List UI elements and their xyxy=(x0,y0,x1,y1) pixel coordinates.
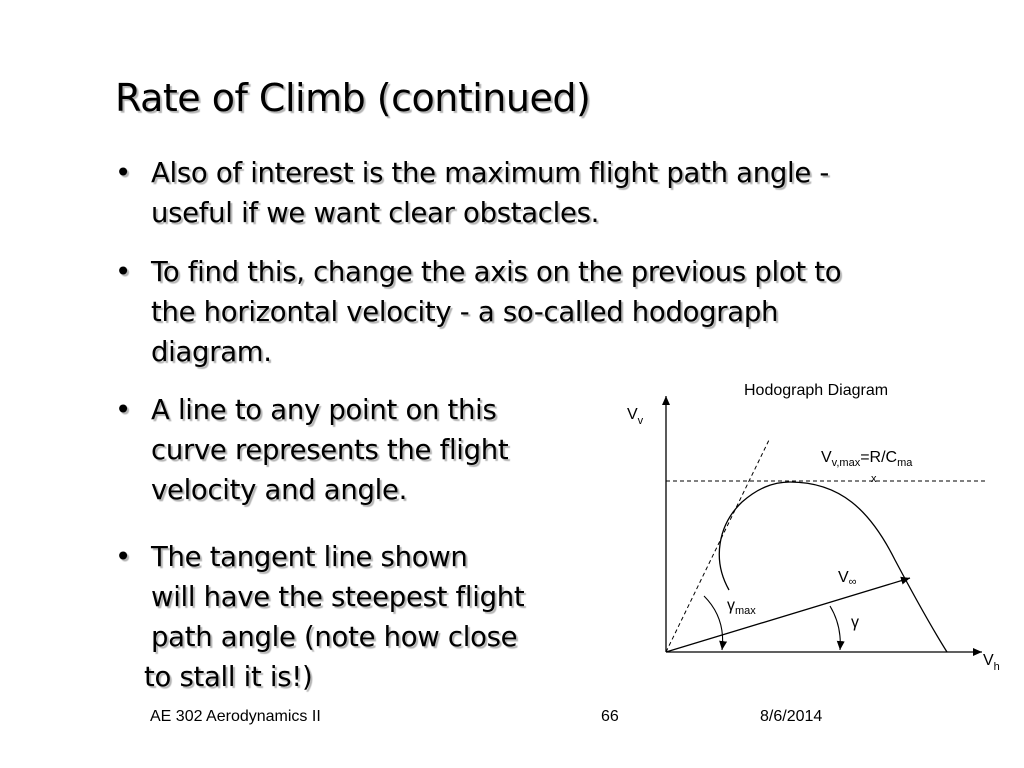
bullet-line: To find this, change the axis on the previous plot to xyxy=(151,256,842,288)
vmax-label-sub2: ma xyxy=(897,457,913,469)
v-infinity-label-main: V xyxy=(838,569,849,586)
footer-course: AE 302 Aerodynamics II xyxy=(150,708,321,725)
bullet-line: diagram. xyxy=(151,336,272,368)
vmax-label xyxy=(821,449,913,469)
y-axis-label-sub: v xyxy=(637,415,644,427)
vmax-label-eq: =R/C xyxy=(860,449,898,466)
bullet-line: path angle (note how close xyxy=(151,621,518,653)
bullet-line: The tangent line shown xyxy=(151,541,468,573)
slide-title: Rate of Climb (continued) xyxy=(115,76,591,120)
gamma-max-label-main: γ xyxy=(727,597,735,614)
gamma-max-label xyxy=(727,597,756,617)
diagram-title: Hodograph Diagram xyxy=(744,382,889,399)
v-infinity-label-sub: ∞ xyxy=(848,576,857,588)
v-infinity-label xyxy=(838,569,857,588)
v-infinity-vector xyxy=(666,578,910,652)
bullet-line: will have the steepest flight xyxy=(151,581,525,613)
bullet-line: A line to any point on this xyxy=(151,394,497,426)
bullet-dot: • xyxy=(115,541,131,573)
x-axis-label xyxy=(983,652,1000,673)
bullet-line: velocity and angle. xyxy=(151,474,408,506)
bullet-dot: • xyxy=(115,256,131,288)
x-axis-label-main: V xyxy=(983,652,994,669)
y-axis-label xyxy=(627,406,644,427)
bullet-line: the horizontal velocity - a so-called hodograph xyxy=(151,296,779,328)
bullet-dot: • xyxy=(115,394,131,426)
bullet-line: to stall it is!) xyxy=(144,661,313,693)
gamma-label: γ xyxy=(851,614,859,631)
y-axis-label-main: V xyxy=(627,406,638,423)
footer-page-number: 66 xyxy=(601,708,619,725)
vmax-label-sub: v,max xyxy=(831,457,861,469)
gamma-max-label-sub: max xyxy=(735,605,756,617)
vmax-label-overflow: x xyxy=(871,473,877,485)
tangent-dashed-line xyxy=(666,440,769,652)
bullet-line: Also of interest is the maximum flight path angle - xyxy=(151,157,830,189)
hodograph-curve xyxy=(719,482,947,652)
vmax-label-main: V xyxy=(821,449,832,466)
gamma-max-arc xyxy=(704,596,723,650)
bullet-dot: • xyxy=(115,157,131,189)
footer-date: 8/6/2014 xyxy=(760,708,823,725)
bullet-line: useful if we want clear obstacles. xyxy=(151,197,600,229)
gamma-arc xyxy=(830,606,840,650)
x-axis-label-sub: h xyxy=(993,661,1000,673)
bullet-line: curve represents the flight xyxy=(151,434,509,466)
